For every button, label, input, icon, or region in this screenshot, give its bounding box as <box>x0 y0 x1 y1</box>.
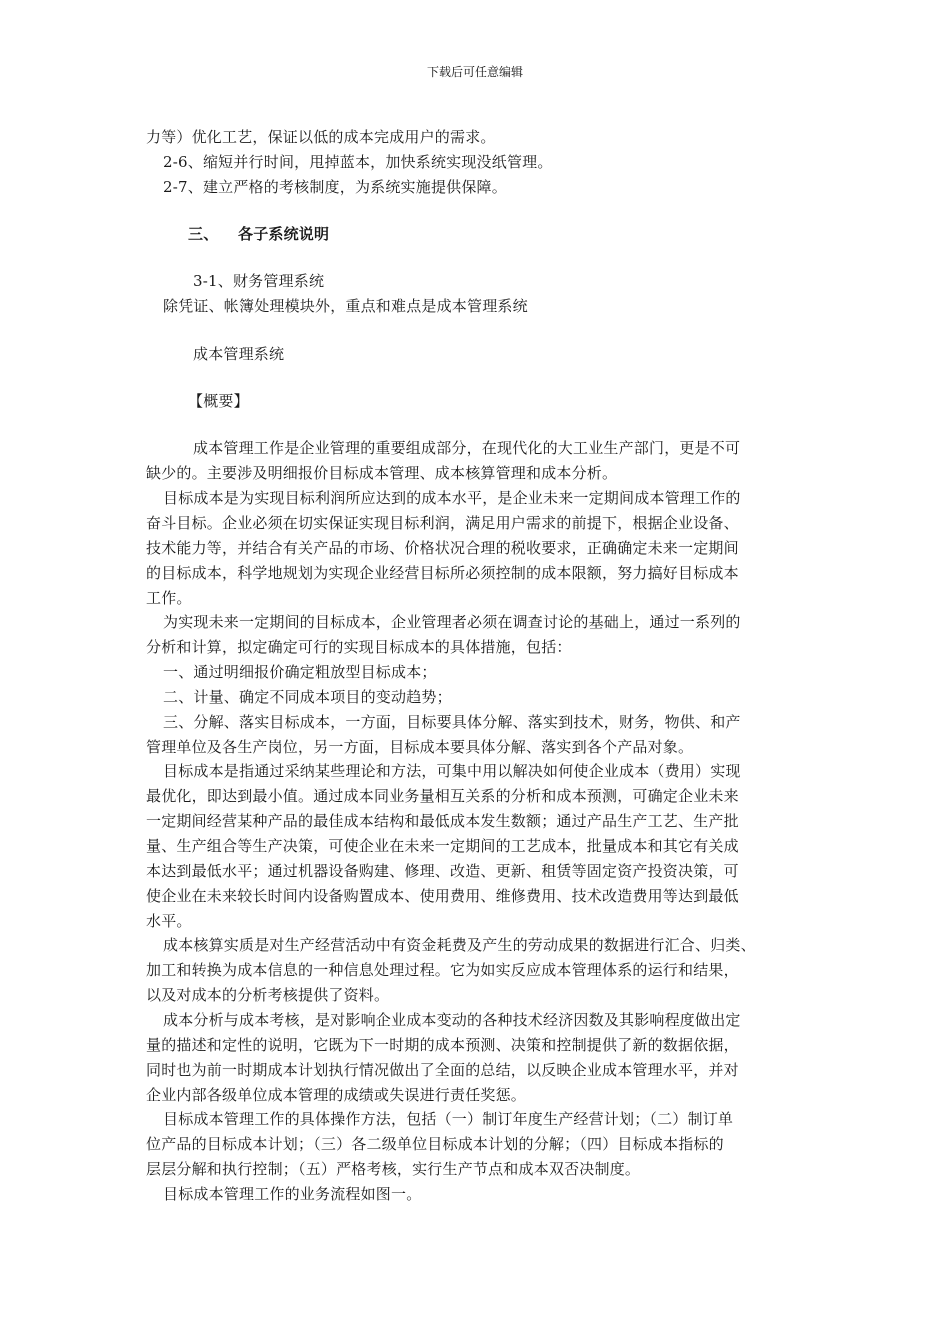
list-item: 二、计量、确定不同成本项目的变动趋势； <box>163 688 452 706</box>
text-line: 目标成本管理工作的业务流程如图一。 <box>163 1185 422 1203</box>
text-line: 成本核算实质是对生产经营活动中有资金耗费及产生的劳动成果的数据进行汇合、归类、 <box>163 936 756 954</box>
text-line: 层层分解和执行控制；（五）严格考核，实行生产节点和成本双否决制度。 <box>146 1160 641 1178</box>
text-line: 2-6、缩短并行时间，甩掉蓝本，加快系统实现没纸管理。 <box>163 153 553 171</box>
section-title: 各子系统说明 <box>238 225 330 243</box>
cost-system-title: 成本管理系统 <box>193 345 285 363</box>
text-line: 量的描述和定性的说明，它既为下一时期的成本预测、决策和控制提供了新的数据依据， <box>146 1036 739 1054</box>
text-line: 的目标成本，科学地规划为实现企业经营目标所必须控制的成本限额，努力搞好目标成本 <box>146 564 739 582</box>
text-line: 目标成本是为实现目标利润所应达到的成本水平，是企业未来一定期间成本管理工作的 <box>163 489 741 507</box>
text-line: 工作。 <box>146 589 192 607</box>
text-line: 企业内部各级单位成本管理的成绩或失误进行责任奖惩。 <box>146 1086 527 1104</box>
list-item: 三、分解、落实目标成本，一方面，目标要具体分解、落实到技术，财务，物供、和产 <box>163 713 741 731</box>
text-line: 成本分析与成本考核，是对影响企业成本变动的各种技术经济因数及其影响程度做出定 <box>163 1011 741 1029</box>
section-number: 三、 <box>188 225 219 243</box>
overview-heading: 【概要】 <box>188 392 249 410</box>
text-line: 管理单位及各生产岗位，另一方面，目标成本要具体分解、落实到各个产品对象。 <box>146 738 694 756</box>
text-line: 水平。 <box>146 912 192 930</box>
text-line: 加工和转换为成本信息的一种信息处理过程。它为如实反应成本管理体系的运行和结果， <box>146 961 739 979</box>
text-line: 位产品的目标成本计划；（三）各二级单位目标成本计划的分解；（四）目标成本指标的 <box>146 1135 724 1153</box>
subsection-title: 3-1、财务管理系统 <box>193 272 325 290</box>
text-line: 缺少的。主要涉及明细报价目标成本管理、成本核算管理和成本分析。 <box>146 464 618 482</box>
text-line: 除凭证、帐簿处理模块外，重点和难点是成本管理系统 <box>163 297 528 315</box>
text-line: 一定期间经营某种产品的最佳成本结构和最低成本发生数额；通过产品生产工艺、生产批 <box>146 812 739 830</box>
text-line: 2-7、建立严格的考核制度，为系统实施提供保障。 <box>163 178 507 196</box>
text-line: 使企业在未来较长时间内设备购置成本、使用费用、维修费用、技术改造费用等达到最低 <box>146 887 739 905</box>
text-line: 目标成本是指通过采纳某些理论和方法，可集中用以解决如何使企业成本（费用）实现 <box>163 762 741 780</box>
text-line: 力等）优化工艺，保证以低的成本完成用户的需求。 <box>146 128 496 146</box>
page-header: 下载后可任意编辑 <box>426 65 523 79</box>
text-line: 本达到最低水平；通过机器设备购建、修理、改造、更新、租赁等固定资产投资决策，可 <box>146 862 739 880</box>
text-line: 分析和计算，拟定确定可行的实现目标成本的具体措施，包括： <box>146 638 572 656</box>
text-line: 目标成本管理工作的具体操作方法，包括（一）制订年度生产经营计划；（二）制订单 <box>163 1110 734 1128</box>
text-line: 技术能力等，并结合有关产品的市场、价格状况合理的税收要求，正确确定未来一定期间 <box>146 539 739 557</box>
text-line: 量、生产组合等生产决策，可使企业在未来一定期间的工艺成本，批量成本和其它有关成 <box>146 837 739 855</box>
text-line: 奋斗目标。企业必须在切实保证实现目标利润，满足用户需求的前提下，根据企业设备、 <box>146 514 739 532</box>
text-line: 以及对成本的分析考核提供了资料。 <box>146 986 390 1004</box>
text-line: 最优化，即达到最小值。通过成本同业务量相互关系的分析和成本预测，可确定企业未来 <box>146 787 739 805</box>
text-line: 成本管理工作是企业管理的重要组成部分，在现代化的大工业生产部门，更是不可 <box>193 439 741 457</box>
text-line: 为实现未来一定期间的目标成本，企业管理者必须在调查讨论的基础上，通过一系列的 <box>163 613 741 631</box>
list-item: 一、通过明细报价确定粗放型目标成本； <box>163 663 437 681</box>
text-line: 同时也为前一时期成本计划执行情况做出了全面的总结，以反映企业成本管理水平，并对 <box>146 1061 739 1079</box>
